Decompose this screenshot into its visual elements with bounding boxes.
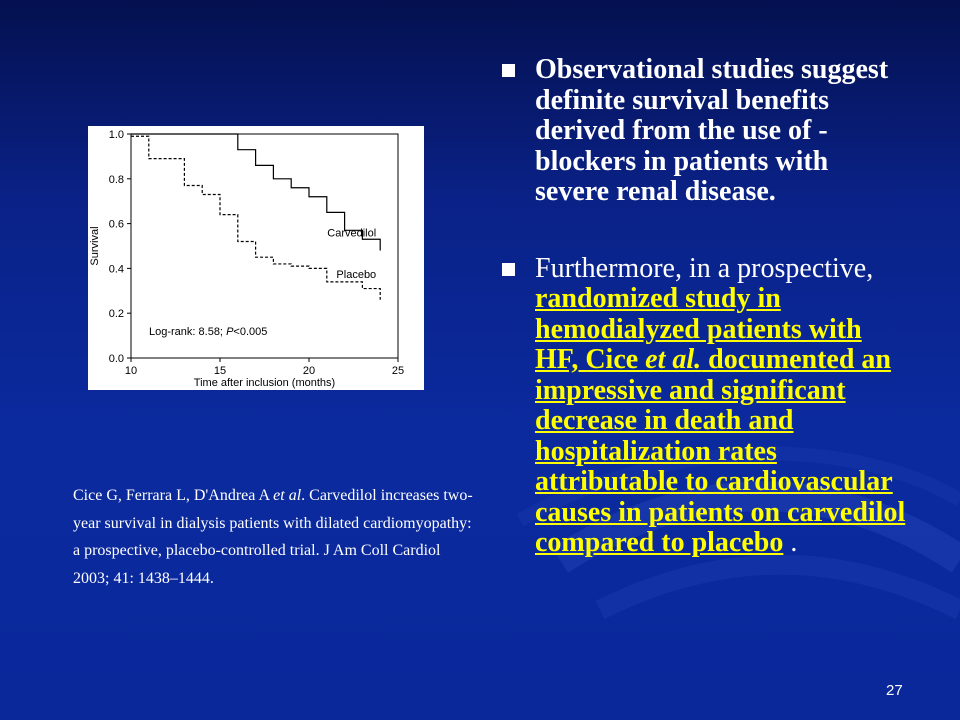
- y-tick-label: 0.4: [108, 263, 124, 276]
- chart-labels-layer: [149, 227, 376, 338]
- bullet-item-2: [498, 254, 908, 559]
- x-tick-label: 10: [124, 365, 138, 377]
- page-number: 27: [886, 682, 903, 699]
- bullet-list: [498, 55, 908, 559]
- y-tick-label: 1.0: [108, 129, 124, 141]
- x-tick-label: 25: [391, 365, 405, 377]
- bullet-2-highlight-italic: et al.: [645, 344, 702, 375]
- y-tick-label: 0.6: [108, 218, 124, 231]
- series-label-carvedilol: Carvedilol: [327, 227, 377, 240]
- bullet-square-icon: [502, 64, 515, 77]
- bullet-2-tail: .: [783, 527, 798, 558]
- survival-chart-svg: [88, 126, 424, 390]
- citation: [73, 482, 473, 592]
- citation-authors: Cice G, Ferrara L, D'Andrea A: [73, 487, 274, 504]
- bullet-square-icon: [502, 263, 515, 276]
- annotation-logrank: Log-rank: 8.58; P<0.005: [149, 326, 268, 339]
- citation-etal: et al: [273, 487, 302, 504]
- survival-chart: [88, 126, 424, 390]
- y-tick-label: 0.2: [108, 308, 124, 321]
- x-tick-label: 20: [302, 365, 316, 377]
- y-axis-label: Survival: [89, 226, 101, 266]
- plot-frame: [131, 134, 398, 358]
- bullet-2-lead: Furthermore, in a prospective,: [535, 252, 874, 284]
- bullet-1-text: Observational studies suggest definite survival benefits derived from the use of -blockers in patients with severe renal disease.: [535, 54, 889, 207]
- bullet-2-highlight-2: documented an impressive and significant decrease in death and hospitalization rates attributable to cardiovascular causes in patients on carvedilol compared to placebo: [535, 344, 906, 558]
- chart-axes: [89, 129, 404, 389]
- x-tick-label: 15: [213, 365, 227, 377]
- citation-rest: . Carvedilol increases two-year survival in dialysis patients with dilated cardiomyopathy: a prospective, placebo-controlled trial. J Am Coll Cardiol 2003; 41: 1438–1444.: [73, 487, 473, 587]
- bullet-2-highlight-1: randomized study in hemodialyzed patients with HF, Cice: [535, 283, 862, 375]
- x-axis-label: Time after inclusion (months): [193, 377, 336, 389]
- bullet-item-1: [498, 55, 908, 208]
- y-tick-label: 0.8: [108, 173, 124, 186]
- series-label-placebo: Placebo: [336, 268, 377, 281]
- y-tick-label: 0.0: [108, 353, 124, 365]
